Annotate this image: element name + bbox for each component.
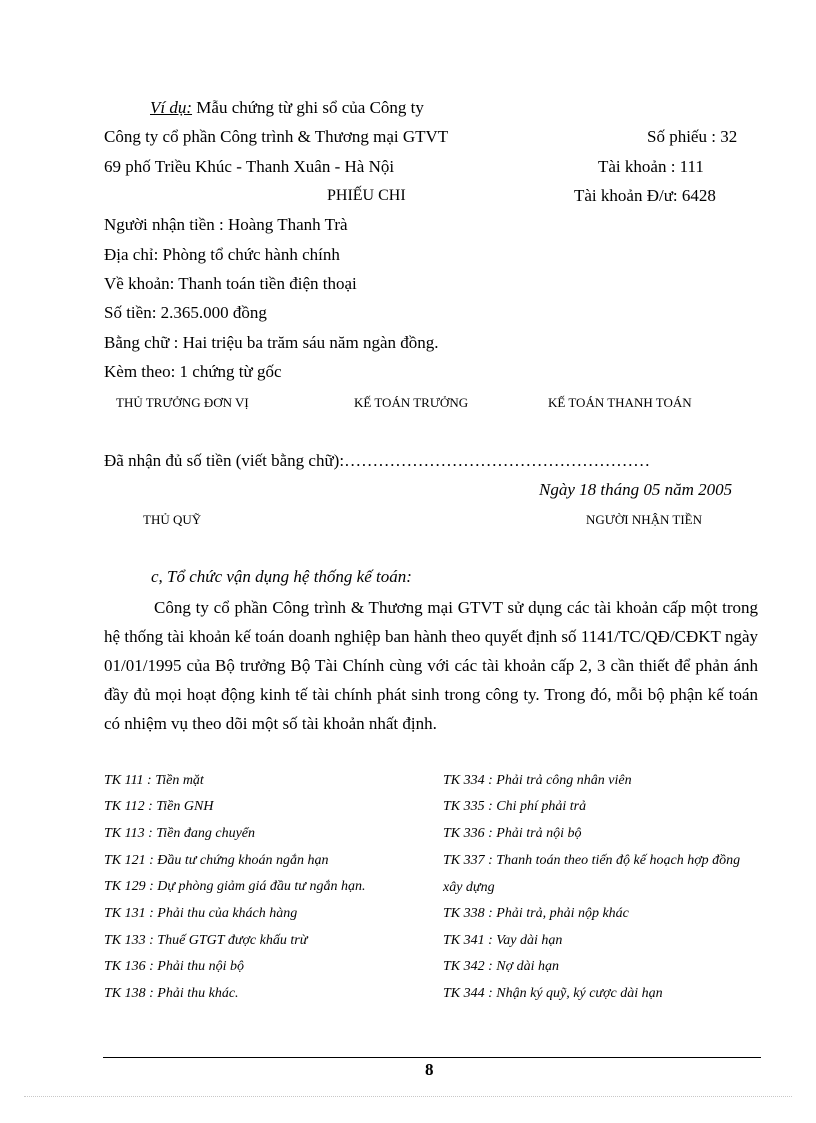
account-left-item: TK 121 : Đầu tư chứng khoán ngắn hạn	[104, 853, 329, 868]
field-bang-chu: Bằng chữ : Hai triệu ba trăm sáu năm ngàn đồng.	[104, 333, 439, 352]
received-amount-line: Đã nhận đủ số tiền (viết bằng chữ):………………………………………………	[104, 451, 651, 470]
field-ve-khoan: Về khoản: Thanh toán tiền điện thoại	[104, 274, 357, 293]
signature-ke-toan-thanh-toan: KẾ TOÁN THANH TOÁN	[548, 395, 692, 410]
footer-rule	[103, 1057, 761, 1058]
intro-line	[150, 98, 424, 118]
field-kem-theo: Kèm theo: 1 chứng từ gốc	[104, 362, 282, 381]
body-paragraph-text: Công ty cổ phần Công trình & Thương mại GTVT sử dụng các tài khoản cấp một trong hệ thống tài khoản kế toán doanh nghiệp ban hành theo quyết định số 1141/TC/QĐ/CĐKT ngày 01/01/1995 của Bộ trưởng Bộ Tài Chính cùng với các tài khoản cấp 2, 3 cần thiết để phản ánh đầy đủ mọi hoạt động kinh tế tài chính phát sinh trong công ty. Trong đó, mỗi bộ phận kế toán có nhiệm vụ theo dõi một số tài khoản nhất định.	[104, 598, 758, 733]
account-left-item: TK 112 : Tiền GNH	[104, 799, 214, 814]
account-left-item: TK 111 : Tiền mặt	[104, 773, 204, 788]
signature-ke-toan-truong: KẾ TOÁN TRƯỞNG	[354, 395, 469, 410]
signature-thu-truong: THỦ TRƯỞNG ĐƠN VỊ	[116, 395, 249, 410]
account-left-item: TK 138 : Phải thu khác.	[104, 986, 239, 1001]
account-left-item: TK 113 : Tiền đang chuyển	[104, 826, 256, 841]
field-nguoi-nhan: Người nhận tiền : Hoàng Thanh Trà	[104, 215, 348, 234]
so-phieu: Số phiếu : 32	[647, 127, 738, 146]
document-title: PHIẾU CHI	[327, 187, 406, 204]
account-right-item: TK 338 : Phải trả, phải nộp khác	[443, 906, 629, 921]
field-so-tien: Số tiền: 2.365.000 đồng	[104, 303, 267, 322]
account-right-item: TK 342 : Nợ dài hạn	[443, 959, 559, 974]
section-heading: c, Tổ chức vận dụng hệ thống kế toán:	[151, 567, 412, 586]
company-name: Công ty cổ phần Công trình & Thương mại GTVT	[104, 127, 449, 146]
account-left-item: TK 129 : Dự phòng giảm giá đầu tư ngắn hạn.	[104, 879, 366, 894]
account-right-item: TK 334 : Phải trả công nhân viên	[443, 773, 632, 788]
account-left-item: TK 136 : Phải thu nội bộ	[104, 959, 245, 974]
account-right-item: TK 337 : Thanh toán theo tiến độ kế hoạch hợp đồng xây dựng	[443, 853, 741, 895]
page-number: 8	[425, 1060, 434, 1079]
body-paragraph	[104, 593, 758, 738]
account-right-item: TK 341 : Vay dài hạn	[443, 933, 563, 948]
tai-khoan-doi-ung: Tài khoản Đ/ư: 6428	[574, 186, 716, 205]
tai-khoan: Tài khoản : 111	[598, 157, 704, 176]
account-right-item: TK 336 : Phải trả nội bộ	[443, 826, 582, 841]
page-break-line	[24, 1096, 792, 1097]
account-right-item: TK 344 : Nhận ký quỹ, ký cược dài hạn	[443, 986, 663, 1001]
account-right-item: TK 335 : Chi phí phải trả	[443, 799, 587, 814]
account-left-item: TK 131 : Phải thu của khách hàng	[104, 906, 298, 921]
document-date: Ngày 18 tháng 05 năm 2005	[539, 480, 733, 499]
field-dia-chi: Địa chỉ: Phòng tổ chức hành chính	[104, 245, 340, 264]
signature-nguoi-nhan: NGƯỜI NHẬN TIỀN	[586, 512, 702, 527]
intro-label: Ví dụ:	[150, 98, 193, 117]
company-address: 69 phố Triều Khúc - Thanh Xuân - Hà Nội	[104, 157, 395, 176]
intro-text: Mẫu chứng từ ghi sổ của Công ty	[192, 98, 424, 117]
signature-thu-quy: THỦ QUỸ	[143, 512, 202, 527]
account-left-item: TK 133 : Thuế GTGT được khấu trừ	[104, 933, 308, 948]
